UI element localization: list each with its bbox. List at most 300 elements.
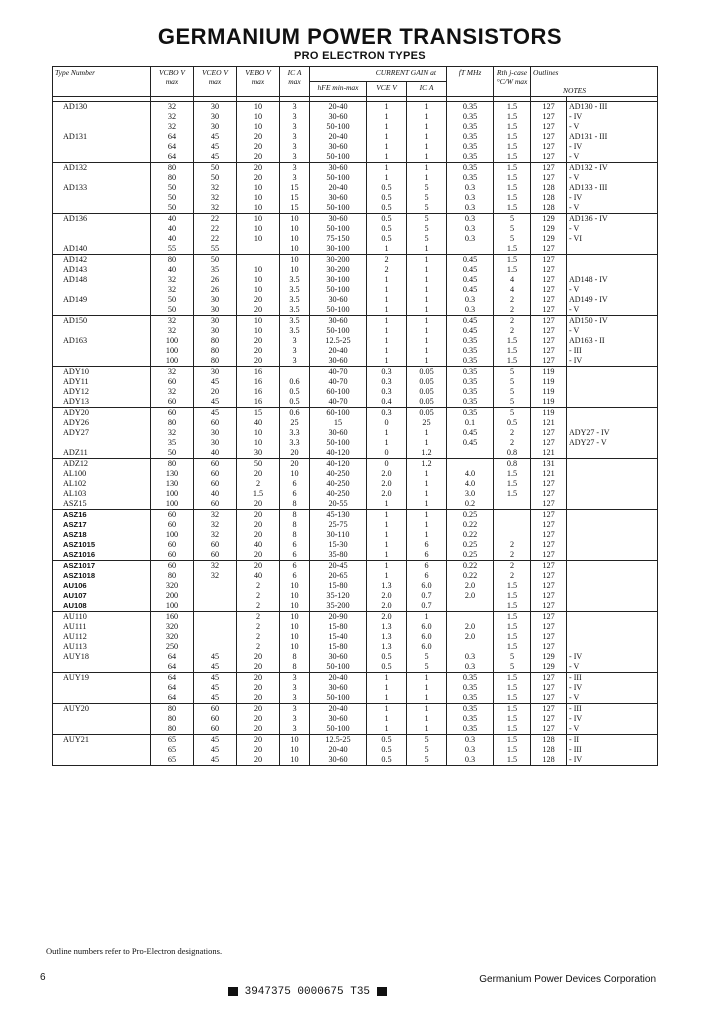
cell-type: AD133	[53, 183, 151, 193]
cell-ic2: 1	[407, 469, 447, 479]
cell-type: AD148	[53, 275, 151, 285]
cell-ic: 3	[280, 142, 310, 152]
cell-hfe: 20-40	[310, 745, 367, 755]
cell-vebo: 20	[237, 142, 280, 152]
cell-vce: 1	[367, 142, 407, 152]
page-title: GERMANIUM POWER TRANSISTORS	[157, 24, 563, 49]
cell-ic2: 6.0	[407, 632, 447, 642]
cell-type: AL102	[53, 479, 151, 489]
cell-vce: 1	[367, 714, 407, 724]
table-row	[53, 285, 658, 295]
cell-ic: 8	[280, 499, 310, 510]
cell-ic: 10	[280, 244, 310, 255]
header-rth: Rth j-case °C/W max	[494, 67, 531, 97]
cell-outline: 127	[531, 601, 567, 612]
table-row	[53, 724, 658, 735]
cell-ic: 0.6	[280, 377, 310, 387]
cell-outline: 127	[531, 428, 567, 438]
cell-rth: 0.8	[494, 459, 531, 470]
cell-type	[53, 203, 151, 214]
cell-vebo: 20	[237, 735, 280, 746]
cell-vcbo: 60	[151, 377, 194, 387]
cell-ic2: 1	[407, 714, 447, 724]
cell-ic2: 6	[407, 550, 447, 561]
cell-rth: 1.5	[494, 469, 531, 479]
cell-ic2: 1.2	[407, 448, 447, 459]
cell-outline: 127	[531, 173, 567, 183]
table-row	[53, 356, 658, 367]
table-row	[53, 755, 658, 766]
cell-note: - V	[567, 173, 658, 183]
cell-ft: 0.35	[447, 356, 494, 367]
cell-vebo: 10	[237, 428, 280, 438]
cell-vcbo: 80	[151, 418, 194, 428]
cell-ic2: 0.05	[407, 397, 447, 408]
cell-vebo: 20	[237, 530, 280, 540]
cell-outline: 129	[531, 662, 567, 673]
cell-type: ASZ1018	[53, 571, 151, 581]
cell-vce: 1	[367, 561, 407, 572]
cell-ic2: 6.0	[407, 642, 447, 652]
cell-note	[567, 530, 658, 540]
cell-rth: 5	[494, 408, 531, 419]
cell-ft: 0.3	[447, 234, 494, 244]
cell-vcbo: 32	[151, 102, 194, 113]
cell-vce: 0.5	[367, 214, 407, 225]
cell-vebo: 10	[237, 265, 280, 275]
cell-vceo	[194, 642, 237, 652]
cell-note	[567, 265, 658, 275]
cell-outline: 127	[531, 693, 567, 704]
cell-vce: 1	[367, 673, 407, 684]
cell-vcbo: 64	[151, 693, 194, 704]
cell-hfe: 15-80	[310, 622, 367, 632]
table-row	[53, 683, 658, 693]
cell-vce: 0.3	[367, 387, 407, 397]
cell-ic2: 1	[407, 336, 447, 346]
cell-ft	[447, 612, 494, 623]
cell-hfe: 20-90	[310, 612, 367, 623]
cell-rth: 5	[494, 377, 531, 387]
cell-type: AU106	[53, 581, 151, 591]
cell-ft: 0.22	[447, 530, 494, 540]
cell-ft: 0.25	[447, 510, 494, 521]
cell-type: AD150	[53, 316, 151, 327]
cell-ic2: 0.05	[407, 408, 447, 419]
cell-rth: 5	[494, 662, 531, 673]
cell-ic: 3.5	[280, 295, 310, 305]
cell-vce: 2.0	[367, 601, 407, 612]
table-row	[53, 550, 658, 561]
cell-ft: 0.3	[447, 224, 494, 234]
cell-vcbo: 100	[151, 346, 194, 356]
cell-rth: 1.5	[494, 724, 531, 735]
cell-vceo: 45	[194, 397, 237, 408]
cell-vce: 1	[367, 550, 407, 561]
cell-vce: 0.3	[367, 408, 407, 419]
cell-rth	[494, 530, 531, 540]
cell-type	[53, 112, 151, 122]
cell-ft: 0.45	[447, 265, 494, 275]
cell-ft: 0.45	[447, 275, 494, 285]
cell-ic2: 5	[407, 662, 447, 673]
cell-outline: 127	[531, 285, 567, 295]
cell-vce: 0.5	[367, 193, 407, 203]
cell-vebo: 40	[237, 540, 280, 550]
cell-outline: 129	[531, 234, 567, 244]
cell-type: AUY20	[53, 704, 151, 715]
cell-ic2: 5	[407, 214, 447, 225]
cell-outline: 127	[531, 673, 567, 684]
cell-outline: 119	[531, 367, 567, 378]
cell-vebo: 2	[237, 601, 280, 612]
cell-ic2: 1	[407, 356, 447, 367]
cell-outline: 127	[531, 581, 567, 591]
cell-vcbo: 200	[151, 591, 194, 601]
cell-vcbo: 60	[151, 550, 194, 561]
cell-note	[567, 387, 658, 397]
cell-ic: 20	[280, 448, 310, 459]
cell-rth: 2	[494, 428, 531, 438]
header-current-gain: CURRENT GAIN at	[310, 67, 447, 82]
cell-type	[53, 193, 151, 203]
cell-vce: 1	[367, 540, 407, 550]
cell-ic: 20	[280, 459, 310, 470]
cell-ft: 2.0	[447, 622, 494, 632]
cell-ic: 3	[280, 704, 310, 715]
cell-type	[53, 724, 151, 735]
cell-ic: 10	[280, 735, 310, 746]
cell-vceo: 45	[194, 652, 237, 662]
table-row	[53, 561, 658, 572]
header-vebo: VEBO V max	[237, 67, 280, 97]
cell-vce: 1	[367, 152, 407, 163]
cell-vcbo: 40	[151, 224, 194, 234]
cell-rth: 1.5	[494, 122, 531, 132]
cell-vebo: 10	[237, 438, 280, 448]
cell-outline: 128	[531, 735, 567, 746]
cell-rth: 2	[494, 326, 531, 336]
cell-vcbo: 320	[151, 622, 194, 632]
cell-ft	[447, 642, 494, 652]
cell-ic2: 5	[407, 183, 447, 193]
cell-ic2: 1	[407, 683, 447, 693]
cell-ic: 3	[280, 132, 310, 142]
cell-vcbo: 320	[151, 581, 194, 591]
cell-ic: 3	[280, 112, 310, 122]
cell-vebo: 2	[237, 479, 280, 489]
cell-ic2: 5	[407, 652, 447, 662]
cell-hfe: 35-80	[310, 550, 367, 561]
cell-vcbo: 60	[151, 561, 194, 572]
cell-ic2: 0.05	[407, 367, 447, 378]
cell-vce: 0.5	[367, 662, 407, 673]
cell-note: ADY27 - IV	[567, 428, 658, 438]
cell-ic2: 1	[407, 132, 447, 142]
cell-vceo: 45	[194, 683, 237, 693]
cell-hfe: 50-100	[310, 173, 367, 183]
cell-vceo: 45	[194, 735, 237, 746]
cell-vceo: 45	[194, 673, 237, 684]
cell-ic: 6	[280, 571, 310, 581]
cell-vebo: 20	[237, 510, 280, 521]
cell-hfe: 30-60	[310, 163, 367, 174]
cell-ic2: 5	[407, 224, 447, 234]
header-outlines-notes	[531, 67, 658, 97]
cell-outline: 128	[531, 193, 567, 203]
cell-ic: 3	[280, 683, 310, 693]
cell-vceo: 30	[194, 428, 237, 438]
cell-vebo: 10	[237, 122, 280, 132]
cell-hfe: 15-30	[310, 540, 367, 550]
cell-hfe: 15-40	[310, 632, 367, 642]
cell-vceo: 45	[194, 152, 237, 163]
cell-vcbo: 64	[151, 673, 194, 684]
cell-type: AD136	[53, 214, 151, 225]
cell-hfe: 40-120	[310, 459, 367, 470]
cell-vce: 1	[367, 285, 407, 295]
cell-vebo: 10	[237, 203, 280, 214]
cell-outline: 127	[531, 122, 567, 132]
cell-ft: 0.35	[447, 673, 494, 684]
cell-outline: 127	[531, 275, 567, 285]
cell-hfe: 30-60	[310, 683, 367, 693]
cell-type	[53, 755, 151, 766]
cell-outline: 127	[531, 305, 567, 316]
cell-hfe: 30-60	[310, 652, 367, 662]
cell-vcbo: 130	[151, 479, 194, 489]
cell-vebo: 20	[237, 132, 280, 142]
cell-vebo: 20	[237, 336, 280, 346]
cell-rth: 1.5	[494, 601, 531, 612]
cell-ft	[447, 244, 494, 255]
cell-vcbo: 80	[151, 714, 194, 724]
cell-ic2: 1	[407, 285, 447, 295]
cell-ic: 3	[280, 356, 310, 367]
cell-vceo: 50	[194, 255, 237, 266]
table-row	[53, 397, 658, 408]
table-row	[53, 438, 658, 448]
cell-hfe: 12.5-25	[310, 735, 367, 746]
cell-hfe: 15	[310, 418, 367, 428]
cell-ic2: 6	[407, 561, 447, 572]
cell-type: AUY21	[53, 735, 151, 746]
cell-outline: 127	[531, 265, 567, 275]
cell-note: - II	[567, 735, 658, 746]
cell-vce: 1	[367, 499, 407, 510]
cell-vebo: 20	[237, 683, 280, 693]
cell-vebo: 40	[237, 571, 280, 581]
cell-ic: 0.5	[280, 397, 310, 408]
cell-ic2: 1	[407, 142, 447, 152]
cell-outline: 127	[531, 540, 567, 550]
cell-ic: 3	[280, 122, 310, 132]
cell-note	[567, 581, 658, 591]
cell-vce: 1	[367, 295, 407, 305]
cell-vcbo: 64	[151, 152, 194, 163]
cell-outline: 127	[531, 346, 567, 356]
cell-vceo: 30	[194, 102, 237, 113]
cell-vce: 0	[367, 418, 407, 428]
cell-ic2: 1	[407, 479, 447, 489]
cell-vceo: 55	[194, 244, 237, 255]
cell-rth: 1.5	[494, 632, 531, 642]
company-name: Germanium Power Devices Corporation	[479, 974, 656, 985]
cell-rth: 2	[494, 305, 531, 316]
table-row	[53, 489, 658, 499]
cell-ic2: 1	[407, 499, 447, 510]
cell-note	[567, 612, 658, 623]
cell-vebo: 20	[237, 693, 280, 704]
cell-ft: 0.1	[447, 418, 494, 428]
cell-note	[567, 408, 658, 419]
table-row	[53, 652, 658, 662]
cell-vceo: 45	[194, 755, 237, 766]
cell-note	[567, 397, 658, 408]
cell-vce: 1	[367, 571, 407, 581]
table-row	[53, 132, 658, 142]
cell-rth: 2	[494, 571, 531, 581]
cell-ic2: 0.05	[407, 387, 447, 397]
table-row	[53, 745, 658, 755]
cell-note: - V	[567, 224, 658, 234]
cell-ic: 15	[280, 183, 310, 193]
cell-note	[567, 591, 658, 601]
cell-hfe: 12.5-25	[310, 336, 367, 346]
cell-rth	[494, 520, 531, 530]
cell-ft: 0.45	[447, 255, 494, 266]
cell-vcbo: 80	[151, 255, 194, 266]
cell-ft: 0.22	[447, 561, 494, 572]
cell-rth: 1.5	[494, 755, 531, 766]
cell-ic2: 1	[407, 326, 447, 336]
cell-rth: 1.5	[494, 745, 531, 755]
cell-rth: 1.5	[494, 581, 531, 591]
cell-type	[53, 714, 151, 724]
cell-ic: 10	[280, 265, 310, 275]
cell-hfe: 30-60	[310, 316, 367, 327]
cell-vce: 1	[367, 530, 407, 540]
cell-vce: 1	[367, 132, 407, 142]
cell-hfe: 40-70	[310, 367, 367, 378]
cell-vce: 0.5	[367, 745, 407, 755]
table-row	[53, 662, 658, 673]
cell-ic2: 1.2	[407, 459, 447, 470]
cell-ft: 0.35	[447, 714, 494, 724]
cell-ic: 3.5	[280, 326, 310, 336]
cell-ic: 10	[280, 745, 310, 755]
header-ft: fT MHz	[447, 67, 494, 97]
cell-ic2: 1	[407, 510, 447, 521]
cell-vebo: 20	[237, 356, 280, 367]
cell-hfe: 75-150	[310, 234, 367, 244]
barcode	[228, 986, 387, 998]
cell-rth: 4	[494, 275, 531, 285]
cell-hfe: 30-200	[310, 255, 367, 266]
cell-outline: 119	[531, 387, 567, 397]
cell-type: ASZ1017	[53, 561, 151, 572]
cell-ic: 0.6	[280, 408, 310, 419]
cell-ic2: 1	[407, 704, 447, 715]
cell-outline: 127	[531, 724, 567, 735]
cell-ic2: 1	[407, 316, 447, 327]
cell-vce: 1	[367, 316, 407, 327]
cell-vebo: 10	[237, 224, 280, 234]
cell-ic2: 1	[407, 530, 447, 540]
table-row	[53, 244, 658, 255]
cell-ft: 0.3	[447, 203, 494, 214]
cell-ft: 0.3	[447, 193, 494, 203]
cell-ic2: 5	[407, 234, 447, 244]
table-row	[53, 408, 658, 419]
cell-vceo: 35	[194, 265, 237, 275]
cell-type: AD131	[53, 132, 151, 142]
cell-vebo: 10	[237, 183, 280, 193]
cell-vcbo: 50	[151, 295, 194, 305]
cell-hfe: 50-100	[310, 326, 367, 336]
cell-ft: 0.35	[447, 683, 494, 693]
cell-vceo: 45	[194, 142, 237, 152]
cell-ic: 10	[280, 234, 310, 244]
cell-ic2: 25	[407, 418, 447, 428]
cell-note	[567, 489, 658, 499]
cell-outline: 127	[531, 520, 567, 530]
cell-vcbo: 64	[151, 662, 194, 673]
cell-ic2: 1	[407, 346, 447, 356]
cell-vce: 2.0	[367, 479, 407, 489]
cell-vcbo: 50	[151, 448, 194, 459]
cell-ic: 25	[280, 418, 310, 428]
cell-ic2: 1	[407, 244, 447, 255]
cell-outline: 127	[531, 714, 567, 724]
cell-ft: 0.3	[447, 214, 494, 225]
cell-ft: 0.3	[447, 295, 494, 305]
cell-ic2: 1	[407, 275, 447, 285]
cell-vce: 1	[367, 305, 407, 316]
cell-type: AD142	[53, 255, 151, 266]
cell-vceo: 32	[194, 183, 237, 193]
cell-hfe: 15-80	[310, 581, 367, 591]
cell-type: ASZ17	[53, 520, 151, 530]
cell-type: ASZ15	[53, 499, 151, 510]
table-body	[53, 102, 658, 766]
cell-vceo: 30	[194, 295, 237, 305]
cell-vebo: 10	[237, 234, 280, 244]
cell-vce: 1	[367, 520, 407, 530]
cell-type	[53, 173, 151, 183]
cell-ft: 0.35	[447, 142, 494, 152]
cell-ft: 2.0	[447, 591, 494, 601]
cell-vebo: 2	[237, 632, 280, 642]
cell-outline: 127	[531, 152, 567, 163]
cell-vceo: 45	[194, 662, 237, 673]
cell-vcbo: 65	[151, 755, 194, 766]
cell-vceo: 30	[194, 122, 237, 132]
cell-rth: 0.8	[494, 448, 531, 459]
cell-outline: 127	[531, 704, 567, 715]
cell-ft: 0.45	[447, 285, 494, 295]
table-row	[53, 510, 658, 521]
cell-note: - V	[567, 326, 658, 336]
cell-vebo: 20	[237, 295, 280, 305]
cell-outline: 127	[531, 612, 567, 623]
cell-note: - IV	[567, 714, 658, 724]
cell-vce: 1	[367, 356, 407, 367]
header-vceo: VCEO V max	[194, 67, 237, 97]
cell-rth: 2	[494, 316, 531, 327]
cell-vcbo: 100	[151, 356, 194, 367]
cell-vcbo: 60	[151, 397, 194, 408]
